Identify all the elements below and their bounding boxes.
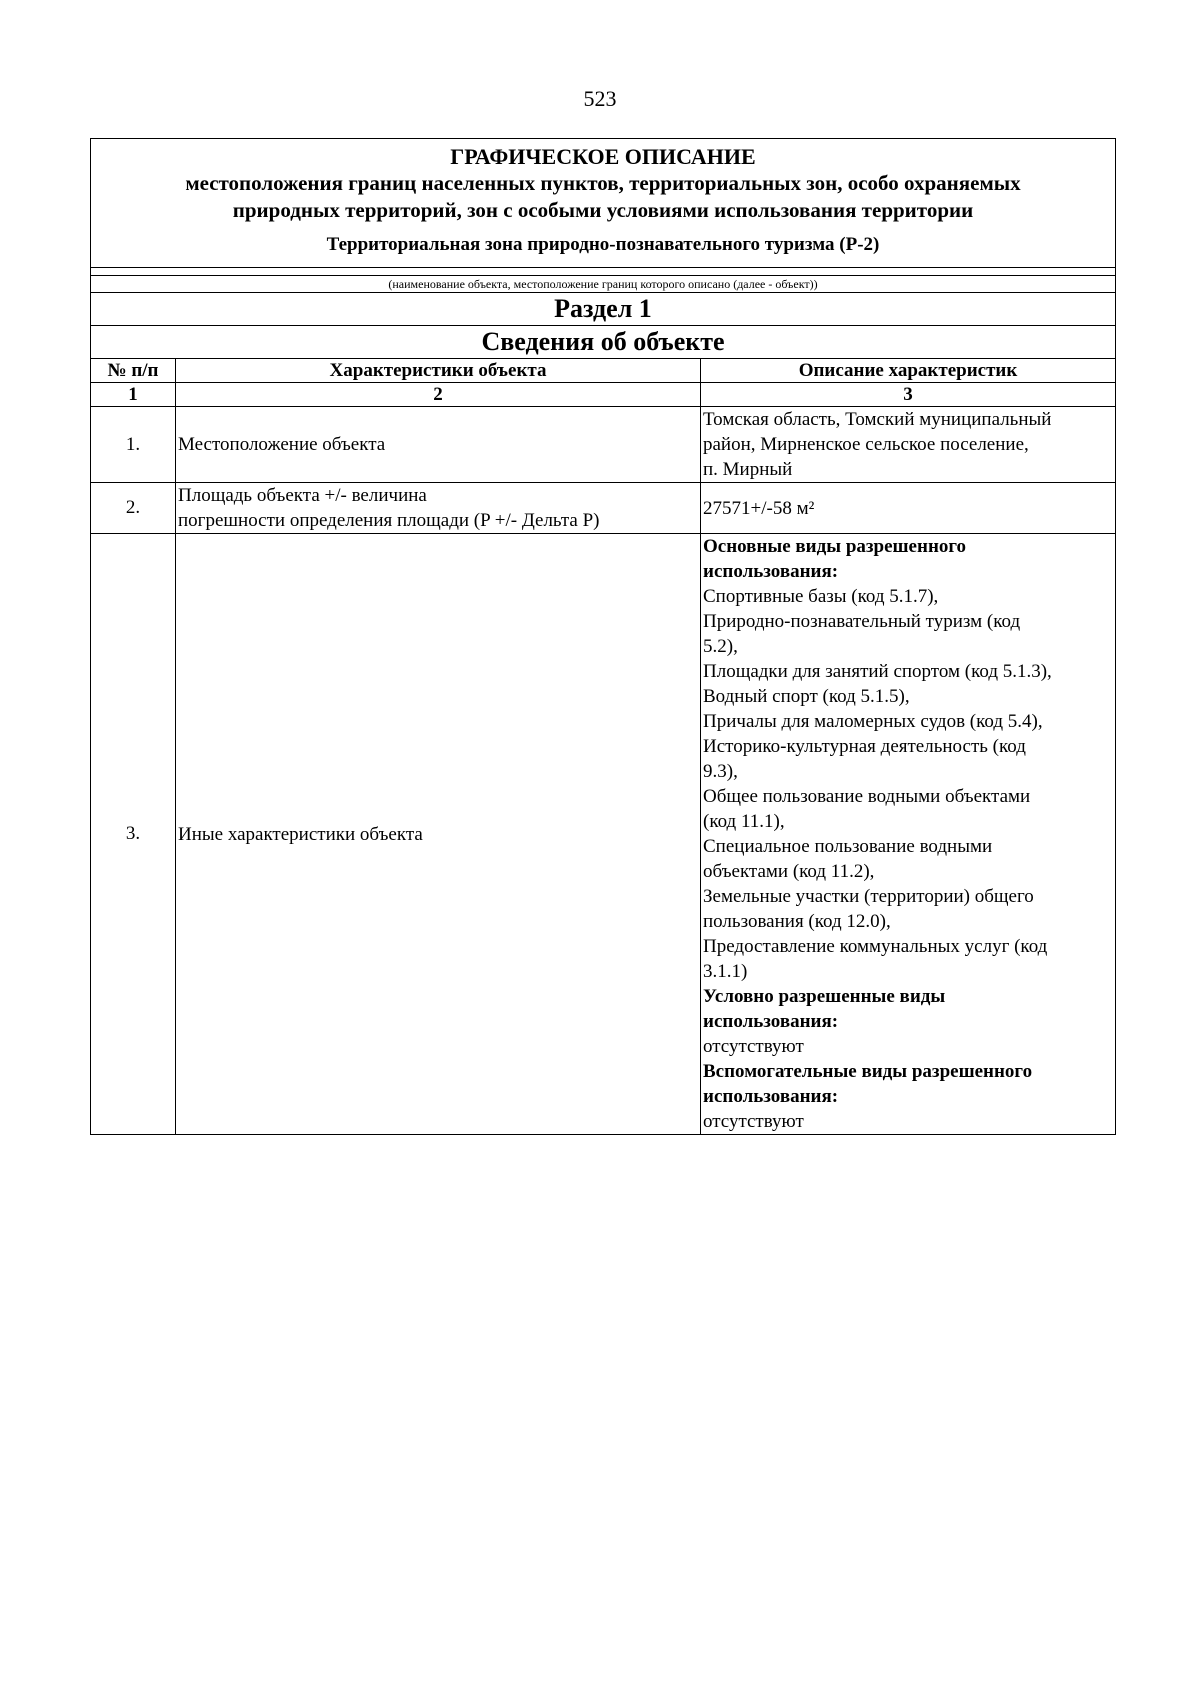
description-line: Томская область, Томский муниципальный bbox=[703, 409, 1052, 430]
description-line: пользования (код 12.0), bbox=[703, 911, 891, 932]
description-line: Природно-познавательный туризм (код bbox=[703, 611, 1021, 632]
description-line: Причалы для маломерных судов (код 5.4), bbox=[703, 711, 1043, 732]
section-title: Раздел 1 bbox=[91, 293, 1116, 326]
row-description bbox=[701, 407, 1116, 483]
section-title-row bbox=[91, 293, 1116, 326]
description-line: Историко-культурная деятельность (код bbox=[703, 736, 1026, 757]
caption-row bbox=[91, 276, 1116, 293]
row-number: 1. bbox=[91, 407, 176, 483]
description-line: использования: bbox=[703, 1086, 839, 1107]
description-line: (код 11.1), bbox=[703, 811, 785, 832]
header-block bbox=[91, 139, 1116, 268]
row-number: 2. bbox=[91, 483, 176, 534]
description-line: Специальное пользование водными bbox=[703, 836, 993, 857]
document-subtitle-line1: местоположения границ населенных пунктов, территориальных зон, особо охраняемых bbox=[185, 171, 1021, 195]
document-title: ГРАФИЧЕСКОЕ ОПИСАНИЕ bbox=[450, 144, 756, 169]
column-header-characteristic: Характеристики объекта bbox=[176, 359, 701, 383]
description-line: Вспомогательные виды разрешенного bbox=[703, 1061, 1033, 1082]
object-caption: (наименование объекта, местоположение границ которого описано (далее - объект)) bbox=[91, 276, 1116, 293]
section-subtitle: Сведения об объекте bbox=[91, 326, 1116, 359]
description-line: Общее пользование водными объектами bbox=[703, 786, 1031, 807]
description-line: отсутствуют bbox=[703, 1036, 804, 1057]
table-row bbox=[91, 483, 1116, 534]
column-number-3: 3 bbox=[701, 383, 1116, 407]
description-line: использования: bbox=[703, 1011, 839, 1032]
zone-name: Территориальная зона природно-познавательного туризма (Р-2) bbox=[326, 234, 880, 255]
column-number-1: 1 bbox=[91, 383, 176, 407]
column-header-row bbox=[91, 359, 1116, 383]
description-line: 5.2), bbox=[703, 636, 738, 657]
description-line: Площадки для занятий спортом (код 5.1.3), bbox=[703, 661, 1052, 682]
description-table bbox=[90, 138, 1116, 1135]
row-number: 3. bbox=[91, 534, 176, 1135]
description-line: Спортивные базы (код 5.1.7), bbox=[703, 586, 939, 607]
description-line: 3.1.1) bbox=[703, 961, 748, 982]
table-row bbox=[91, 407, 1116, 483]
description-line: отсутствуют bbox=[703, 1111, 804, 1132]
description-line: 9.3), bbox=[703, 761, 738, 782]
row-characteristic bbox=[176, 483, 701, 534]
section-subtitle-row bbox=[91, 326, 1116, 359]
description-line: Условно разрешенные виды bbox=[703, 986, 946, 1007]
description-line: объектами (код 11.2), bbox=[703, 861, 875, 882]
spacer-row bbox=[91, 268, 1116, 276]
description-line: использования: bbox=[703, 561, 839, 582]
header-row bbox=[91, 139, 1116, 268]
characteristic-line: погрешности определения площади (P +/- Дельта P) bbox=[178, 510, 600, 531]
row-description bbox=[701, 534, 1116, 1135]
column-number-row bbox=[91, 383, 1116, 407]
table-row bbox=[91, 534, 1116, 1135]
description-line: Земельные участки (территории) общего bbox=[703, 886, 1034, 907]
page-number: 523 bbox=[583, 86, 617, 111]
description-line: район, Мирненское сельское поселение, bbox=[703, 434, 1029, 455]
description-line: Водный спорт (код 5.1.5), bbox=[703, 686, 910, 707]
column-header-number: № п/п bbox=[91, 359, 176, 383]
column-number-2: 2 bbox=[176, 383, 701, 407]
column-header-description: Описание характеристик bbox=[701, 359, 1116, 383]
description-line: Предоставление коммунальных услуг (код bbox=[703, 936, 1048, 957]
characteristic-line: Площадь объекта +/- величина bbox=[178, 485, 427, 506]
description-line: Основные виды разрешенного bbox=[703, 536, 967, 557]
row-characteristic: Местоположение объекта bbox=[176, 407, 701, 483]
description-line: п. Мирный bbox=[703, 459, 793, 480]
row-description: 27571+/-58 м² bbox=[701, 483, 1116, 534]
row-characteristic: Иные характеристики объекта bbox=[176, 534, 701, 1135]
document-subtitle-line2: природных территорий, зон с особыми условиями использования территории bbox=[232, 198, 974, 222]
spacer-cell bbox=[91, 268, 1116, 276]
